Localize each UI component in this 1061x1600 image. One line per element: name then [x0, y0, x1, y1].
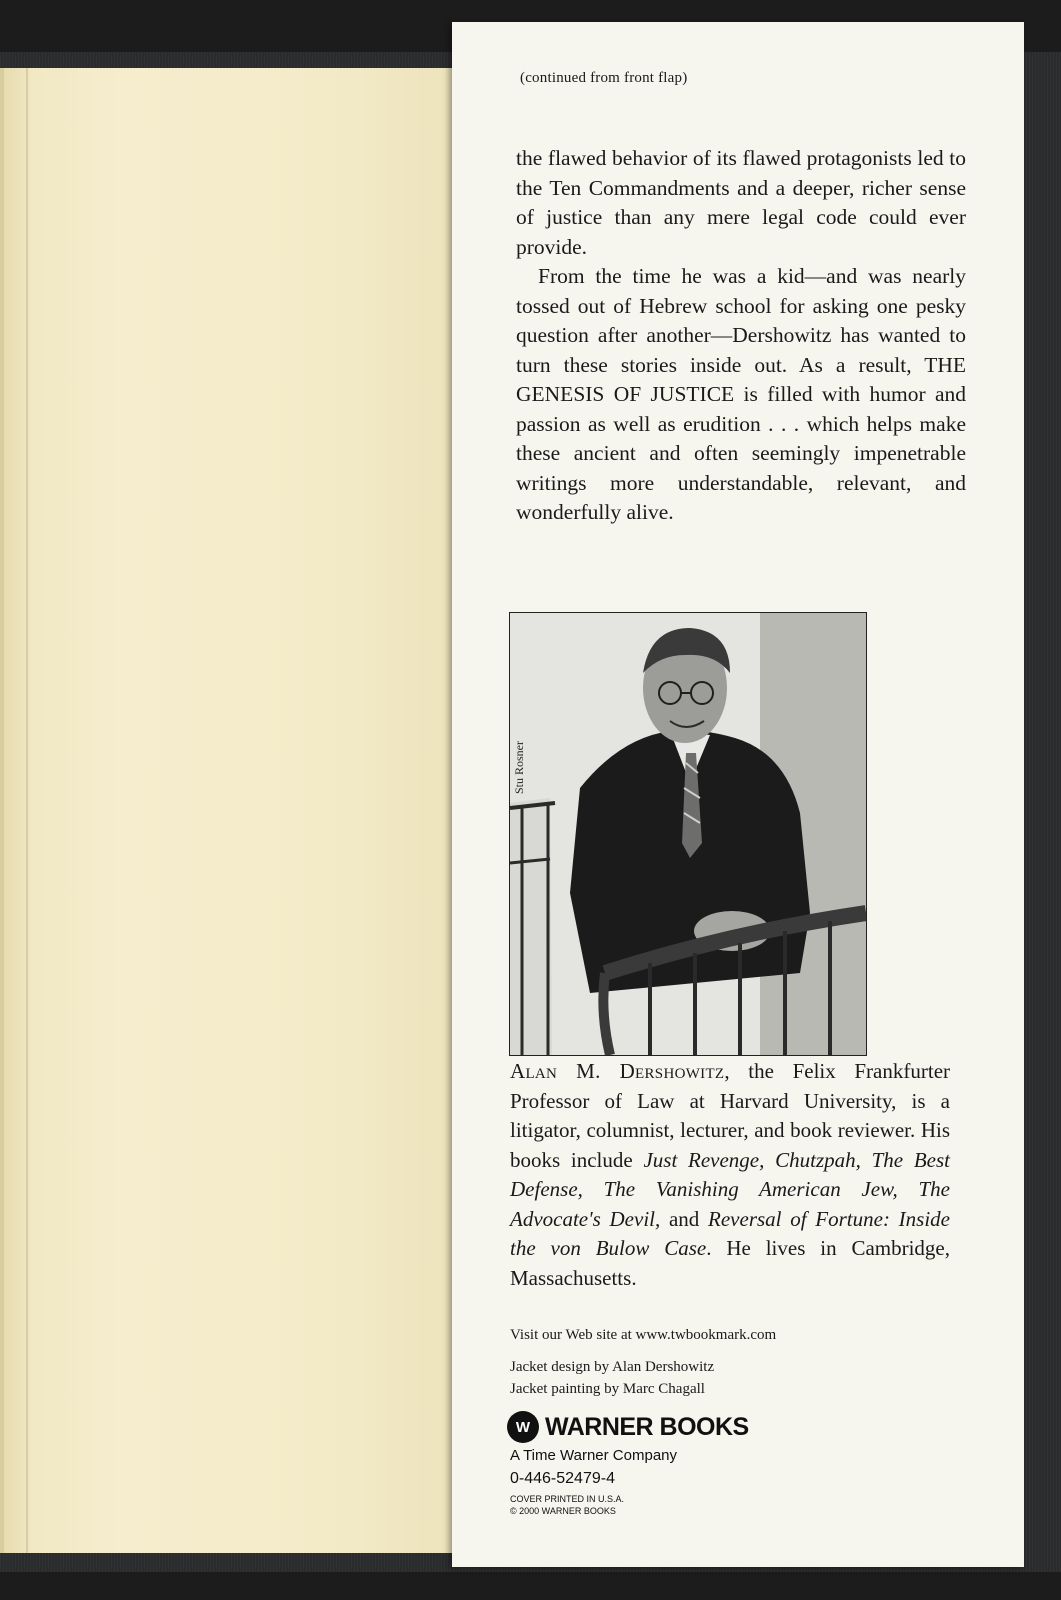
flap-body-text [516, 144, 966, 528]
publisher-parent: A Time Warner Company [510, 1447, 677, 1464]
book-title-last: Reversal of Fortune: Inside the von Bulow Case [510, 1206, 950, 1260]
photo-credit: Stu Rosner [512, 741, 526, 795]
warner-shield-icon: W [507, 1411, 539, 1443]
jacket-painting-credit: Jacket painting by Marc Chagall [510, 1381, 705, 1397]
author-name: Alan M. Dershowitz [510, 1059, 725, 1083]
jacket-design-credit: Jacket design by Alan Dershowitz [510, 1359, 715, 1375]
paragraph-2: From the time he was a kid—and was nearly tossed out of Hebrew school for asking one pesky question after another—Dershowitz has wanted to turn these stories inside out. As a result, THE GENESIS OF JUSTICE is filled with humor and passion as well as erudition . . . which helps make these ancient and often seemingly impenetrable writings more understandable, relevant, and wonderfully alive. [516, 264, 966, 524]
back-jacket-flap [452, 22, 1024, 1567]
isbn: 0-446-52479-4 [510, 1470, 615, 1487]
bio-outro: . He lives in Cambridge, Massachusetts. [510, 1236, 950, 1290]
publisher-logo [507, 1410, 749, 1444]
continued-note: (continued from front flap) [520, 70, 688, 86]
author-bio [510, 1057, 950, 1293]
author-portrait-illustration [510, 613, 866, 1055]
endpaper [0, 68, 470, 1553]
printed-note: COVER PRINTED IN U.S.A. [510, 1494, 625, 1504]
copyright-note: © 2000 WARNER BOOKS [510, 1506, 616, 1516]
website-note: Visit our Web site at www.twbookmark.com [510, 1327, 777, 1343]
publisher-name: WARNER BOOKS [545, 1412, 749, 1441]
book-titles: Just Revenge, Chutzpah, The Best Defense, The Vanishing American Jew, The Advocate's Devil, [510, 1147, 950, 1231]
paragraph-1: the flawed behavior of its flawed protagonists led to the Ten Commandments and a deeper, richer sense of justice than any mere legal code could ever provide. [516, 146, 966, 259]
bio-intro: , the Felix Frankfurter Professor of Law at Harvard University, is a litigator, columnist, lecturer, and book reviewer. His books include [510, 1059, 951, 1172]
bio-and: and [660, 1206, 709, 1231]
author-photo [509, 612, 867, 1056]
